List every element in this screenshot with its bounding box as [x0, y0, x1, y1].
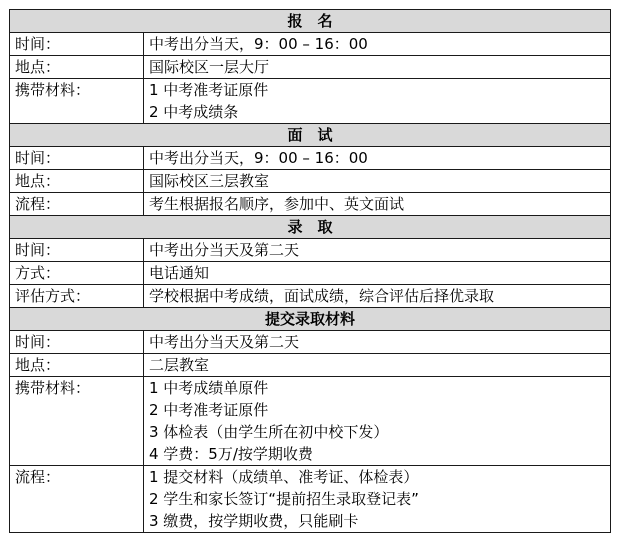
schedule-body: [10, 10, 611, 533]
row-value: [144, 354, 611, 377]
value-line: 学校根据中考成绩，面试成绩，综合评估后择优录取: [149, 287, 495, 305]
row-value: [144, 285, 611, 308]
table-row: [10, 285, 611, 308]
section-title: 提交录取材料: [10, 308, 611, 331]
row-value: [144, 79, 611, 124]
row-label: 方式：: [10, 262, 144, 285]
table-row: [10, 354, 611, 377]
row-label: 时间：: [10, 147, 144, 170]
value-line: 2 中考准考证原件: [149, 401, 269, 419]
table-row: [10, 262, 611, 285]
value-line: 中考出分当天及第二天: [149, 241, 300, 259]
section-header: [10, 216, 611, 239]
section-title: 录 取: [10, 216, 611, 239]
row-value: [144, 147, 611, 170]
value-line: 4 学费：5万/按学期收费: [149, 445, 313, 463]
table-row: [10, 193, 611, 216]
table-row: [10, 466, 611, 533]
value-line: 中考出分当天及第二天: [149, 333, 300, 351]
row-value: [144, 331, 611, 354]
section-title: 面 试: [10, 124, 611, 147]
value-line: 3 缴费，按学期收费，只能刷卡: [149, 512, 359, 530]
table-row: [10, 33, 611, 56]
row-label: 携带材料：: [10, 79, 144, 124]
value-line: 中考出分当天，9：00 – 16：00: [149, 149, 368, 167]
schedule-table: [9, 9, 611, 533]
section-header: [10, 10, 611, 33]
row-label: 评估方式：: [10, 285, 144, 308]
row-label: 时间：: [10, 33, 144, 56]
value-line: 二层教室: [149, 356, 210, 374]
row-label: 流程：: [10, 466, 144, 533]
row-label: 时间：: [10, 331, 144, 354]
value-line: 1 中考准考证原件: [149, 81, 269, 99]
value-line: 1 中考成绩单原件: [149, 379, 269, 397]
row-label: 流程：: [10, 193, 144, 216]
table-row: [10, 331, 611, 354]
value-line: 国际校区一层大厅: [149, 58, 270, 76]
row-label: 地点：: [10, 170, 144, 193]
section-title: 报 名: [10, 10, 611, 33]
value-line: 2 学生和家长签订“提前招生录取登记表”: [149, 490, 419, 508]
value-line: 2 中考成绩条: [149, 103, 239, 121]
row-value: [144, 262, 611, 285]
row-value: [144, 239, 611, 262]
table-row: [10, 56, 611, 79]
table-row: [10, 147, 611, 170]
table-row: [10, 79, 611, 124]
table-row: [10, 239, 611, 262]
value-line: 国际校区三层教室: [149, 172, 270, 190]
row-value: [144, 33, 611, 56]
row-value: [144, 466, 611, 533]
value-line: 电话通知: [149, 264, 210, 282]
row-label: 地点：: [10, 56, 144, 79]
row-value: [144, 193, 611, 216]
section-header: [10, 308, 611, 331]
value-line: 中考出分当天，9：00 – 16：00: [149, 35, 368, 53]
row-value: [144, 170, 611, 193]
value-line: 考生根据报名顺序，参加中、英文面试: [149, 195, 405, 213]
table-row: [10, 377, 611, 466]
row-label: 携带材料：: [10, 377, 144, 466]
value-line: 3 体检表（由学生所在初中校下发）: [149, 423, 389, 441]
row-value: [144, 377, 611, 466]
value-line: 1 提交材料（成绩单、准考证、体检表）: [149, 468, 419, 486]
table-row: [10, 170, 611, 193]
row-value: [144, 56, 611, 79]
row-label: 时间：: [10, 239, 144, 262]
row-label: 地点：: [10, 354, 144, 377]
section-header: [10, 124, 611, 147]
